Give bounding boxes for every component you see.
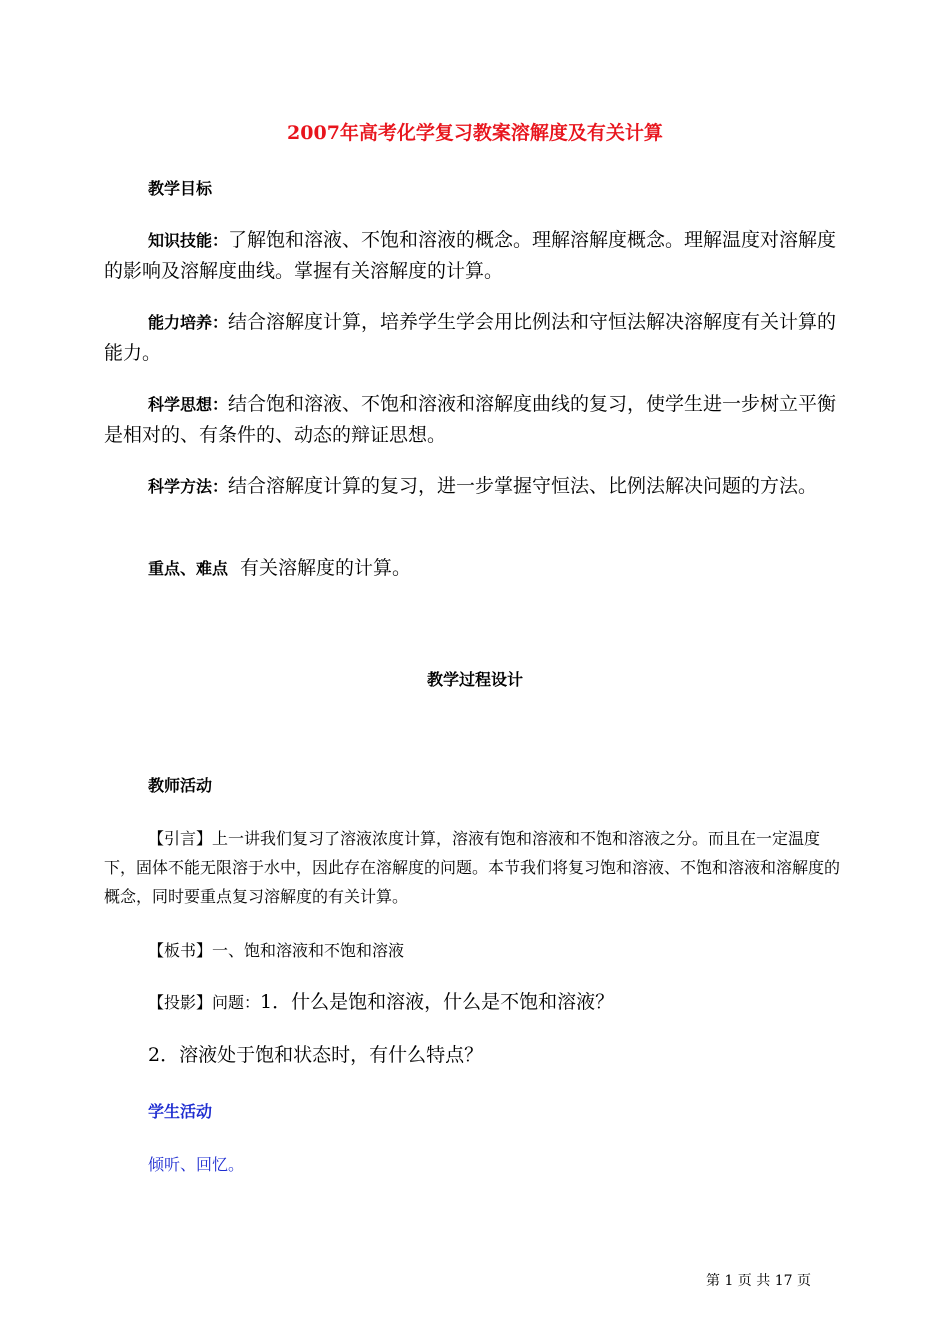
keypoints-paragraph <box>104 553 849 584</box>
knowledge-paragraph <box>104 225 849 287</box>
knowledge-label: 知识技能： <box>148 231 229 250</box>
method-paragraph <box>104 471 849 502</box>
document-title: 2007年高考化学复习教案溶解度及有关计算 <box>287 122 663 144</box>
ability-label: 能力培养： <box>148 313 229 332</box>
question-1: 1．什么是饱和溶液，什么是不饱和溶液？ <box>260 991 615 1013</box>
teacher-heading: 教师活动 <box>148 776 213 795</box>
intro-paragraph: 【引言】上一讲我们复习了溶液浓度计算，溶液有饱和溶液和不饱和溶液之分。而且在一定温度下，固体不能无限溶于水中，因此存在溶解度的问题。本节我们将复习饱和溶液、不饱和溶液和溶解度的概念，同时要重点复习溶解度的有关计算。 <box>104 829 841 906</box>
thinking-label: 科学思想： <box>148 395 229 414</box>
thinking-paragraph <box>104 389 849 451</box>
ability-paragraph <box>104 307 849 369</box>
question-2: 2．溶液处于饱和状态时，有什么特点？ <box>148 1044 484 1066</box>
student-heading: 学生活动 <box>148 1102 213 1121</box>
keypoints-label: 重点、难点 <box>148 559 229 578</box>
method-text: 结合溶解度计算的复习，进一步掌握守恒法、比例法解决问题的方法。 <box>228 475 818 497</box>
student-text: 倾听、回忆。 <box>148 1155 245 1174</box>
projection-prefix: 【投影】问题： <box>148 993 261 1012</box>
method-label: 科学方法： <box>148 477 229 496</box>
board-line: 【板书】一、饱和溶液和不饱和溶液 <box>148 941 405 960</box>
ability-text: 结合溶解度计算，培养学生学会用比例法和守恒法解决溶解度有关计算的能力。 <box>104 311 837 364</box>
keypoints-text: 有关溶解度的计算。 <box>240 557 412 579</box>
knowledge-text: 了解饱和溶液、不饱和溶液的概念。理解溶解度概念。理解温度对溶解度的影响及溶解度曲线。掌握有关溶解度的计算。 <box>104 229 837 282</box>
thinking-text: 结合饱和溶液、不饱和溶液和溶解度曲线的复习，使学生进一步树立平衡是相对的、有条件的、动态的辩证思想。 <box>104 393 837 446</box>
objectives-heading: 教学目标 <box>148 179 213 198</box>
projection-line <box>148 988 848 1017</box>
process-heading: 教学过程设计 <box>426 670 523 689</box>
page-footer: 第 1 页 共 17 页 <box>706 1273 811 1289</box>
